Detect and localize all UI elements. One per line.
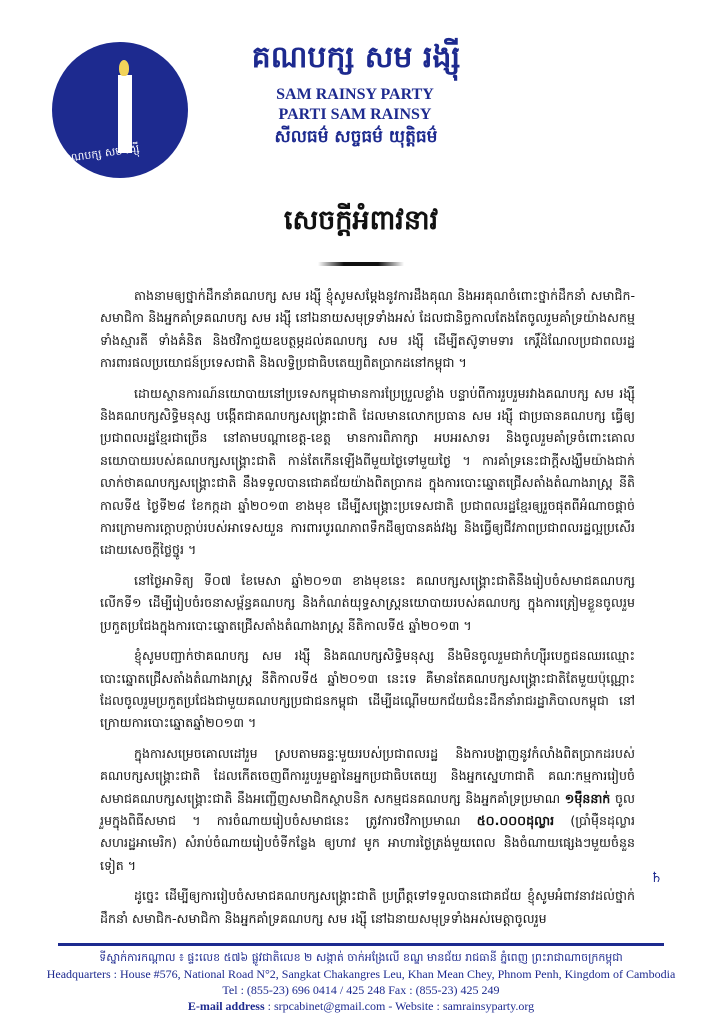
- budget-amount: ៥០.០០០ដុល្លារ: [476, 812, 555, 828]
- paragraph-3: នៅថ្ងៃអាទិត្យ ទី០៧ ខែមេសា ឆ្នាំ២០១៣ ខាងមុខនេះ គណបក្សសង្គ្រោះជាតិនឹងរៀបចំសមាជគណបក្សលើកទី១ ដើម្បីរៀបចំរចនាសម្ព័ន្ធគណបក្ស និងកំណត់យុទ្ធសាស្ត្រនយោបាយរបស់គណបក្ស ក្នុងការត្រៀមខ្លួនចូលរួមប្រកួតប្រជែងក្នុងការបោះឆ្នោតជ្រើសតាំងតំណាងរាស្ត្រ នីតិកាលទី៥ ឆ្នាំ២០១៣ ។: [100, 572, 635, 633]
- party-name-en: SAM RAINSY PARTY: [276, 86, 434, 103]
- paragraph-1: តាងនាមឲ្យថ្នាក់ដឹកនាំគណបក្ស សម រង្ស៊ី ខ្ញុំសូមសម្តែងនូវការដឹងគុណ និងអរគុណចំពោះថ្នាក់ដឹកនាំ សមាជិក-សមាជិកា និងអ្នកគាំទ្រគណបក្ស សម រង្ស៊ី នៅឯនាយសមុទ្រទាំងអស់ ដែលជានិច្ចកាលតែងតែចូលរួមគាំទ្រយ៉ាងសកម្ម ទាំងស្មារតី ទាំងគំនិត និងថវិកាជួយឧបត្ថម្ភដល់គណបក្ស សម រង្ស៊ី ដើម្បីតស៊ូទាមទារ កេរ្តិ៍ដំណែលប្រជាពលរដ្ឋ ការពារផលប្រយោជន៍ប្រទេសជាតិ និងលទ្ធិប្រជាធិបតេយ្យពិតប្រាកដនៅកម្ពុជា ។: [100, 288, 635, 371]
- footer-address-kh: ទីស្នាក់ការកណ្តាល ៖ ផ្ទះលេខ ៥៧៦ ផ្លូវជាតិលេខ ២ សង្កាត់ ចាក់អង្រែលើ ខណ្ឌ មានជ័យ រាជធានី ភ្នំពេញ ព្រះរាជាណាចក្រកម្ពុជា: [99, 951, 623, 964]
- website-link[interactable]: Website : samrainsyparty.org: [395, 999, 535, 1013]
- party-motto: សីលធម៌ សច្ចធម៌ យុត្តិធម៌: [274, 127, 438, 147]
- paragraph-5-start: ក្នុងការសម្រេចគោលដៅរួម ស្របតាមឆន្ទៈមួយរបស់ប្រជាពលរដ្ឋ និងការបង្ហាញនូវកំលាំងពិតប្រាកដរបស់គណបក្សសង្គ្រោះជាតិ ដែលកើតចេញពីការរួបរួមគ្នានៃអ្នកប្រជាធិបតេយ្យ និងអ្នកស្នេហាជាតិ គណៈកម្មការរៀបចំសមាជគណបក្សសង្គ្រោះជាតិ នឹងអញ្ជើញសមាជិកស្ថាបនិក សកម្មជនគណបក្ស និងអ្នកគាំទ្រប្រមាណ: [100, 745, 635, 806]
- email-link[interactable]: : srpcabinet@gmail.com: [267, 999, 386, 1013]
- paragraph-6: ដូច្នេះ ដើម្បីឲ្យការរៀបចំសមាជគណបក្សសង្គ្រោះជាតិ ប្រព្រឹត្តទៅទទួលបានជោគជ័យ ខ្ញុំសូមអំពាវនាវដល់ថ្នាក់ដឹកនាំ សមាជិក-សមាជិកា និងអ្នកគាំទ្រគណបក្ស សម រង្ស៊ី នៅឯនាយសមុទ្រទាំងអស់មេត្តាចូលរួម: [100, 888, 635, 926]
- party-name-fr: PARTI SAM RAINSY: [278, 106, 432, 123]
- footer-rule: [58, 943, 664, 946]
- paragraph-4: ខ្ញុំសូមបញ្ជាក់ថាគណបក្ស សម រង្ស៊ី និងគណបក្សសិទ្ធិមនុស្ស នឹងមិនចូលរួមជាកំហ្ស៊ីរបេក្ខជនឈរឈ្មោះបោះឆ្នោតជ្រើសតាំងតំណាងរាស្ត្រ នីតិកាលទី៥ ឆ្នាំ២០១៣ នេះទេ គឺមានតែគណបក្សសង្គ្រោះជាតិតែមួយប៉ុណ្ណោះ ដែលចូលរួមប្រកួតប្រជែងជាមួយគណបក្សប្រជាជនកម្ពុជា ដើម្បីដណ្តើមយកជ័យជំនះដឹកនាំរាជរដ្ឋាភិបាលកម្ពុជា នៅក្រោយការបោះឆ្នោតឆ្នាំ២០១៣ ។: [100, 648, 635, 731]
- paragraph-5: [100, 743, 635, 877]
- footer-contact: E-mail address : srpcabinet@gmail.com - Website : samrainsyparty.org: [187, 999, 535, 1013]
- paragraph-5-mid: ចូលរួមក្នុងពិធីសមាជ ។ ការចំណាយរៀបចំសមាជនេះ ត្រូវការថវិកាប្រមាណ: [100, 790, 635, 828]
- flame-icon: [119, 60, 129, 76]
- attendee-count: ១មុឺននាក់: [564, 790, 611, 806]
- party-name-kh: គណបក្ស សម រង្ស៊ី: [251, 40, 461, 75]
- paragraph-2: ដោយស្ថានការណ៍នយោបាយនៅប្រទេសកម្ពុជាមានការប្រែប្រួលខ្លាំង បន្ទាប់ពីការរួបរួមរវាងគណបក្ស សម រង្ស៊ី និងគណបក្សសិទ្ធិមនុស្ស បង្កើតជាគណបក្សសង្គ្រោះជាតិ ដែលមានលោកប្រធាន សម រង្ស៊ី ជាប្រធានគណបក្ស ធ្វើឲ្យប្រជាពលរដ្ឋខ្មែរជាច្រើន នៅតាមបណ្តាខេត្ត-ខេត្ត មានការពិភាក្សា អបអរសាទរ និងចូលរួមគាំទ្រចំពោះគោលនយោបាយរបស់គណបក្សសង្គ្រោះជាតិ កាន់តែកើនឡើងពីមួយថ្ងៃទៅមួយថ្ងៃ ។ ការគាំទ្រនេះជាក្តីសង្ឃឹមយ៉ាងជាក់លាក់ថាគណបក្សសង្គ្រោះជាតិ នឹងទទួលបានជោគជ័យយ៉ាងពិតប្រាកដ ក្នុងការបោះឆ្នោតជ្រើសតាំងតំណាងរាស្ត្រ នីតិកាលទី៥ ថ្ងៃទី២៨ ខែកក្កដា ឆ្នាំ២០១៣ ខាងមុខ ដើម្បីសង្គ្រោះប្រទេសជាតិ ប្រជាពលរដ្ឋខ្មែរឲ្យរួចផុតពីអំណាចផ្តាច់ការក្រោមការក្តោបក្តាប់របស់អាទេសយួន ការពារបូរណភាពទឹកដីឲ្យបានគង់វង្ស និងធ្វើឲ្យជីវភាពប្រជាពលរដ្ឋល្អប្រសើរដោយសេចក្តីថ្លៃថ្នូរ ។: [100, 385, 635, 558]
- candle-icon: [118, 75, 132, 153]
- handwritten-initials: ♄: [650, 870, 663, 886]
- document-body: [100, 285, 635, 938]
- footer-tel-fax: Tel : (855-23) 696 0414 / 425 248 Fax : (855-23) 425 249: [222, 983, 500, 997]
- document-title: សេចក្តីអំពាវនាវ: [283, 205, 439, 236]
- title-ornament: [318, 262, 404, 266]
- paragraph-5-end: (ប្រាំមុឺនដុល្លារសហរដ្ឋអាមេរិក) សំរាប់ចំណាយរៀបចំទីកន្លែង ឲ្យហាវ មូក អាហារថ្ងៃត្រង់មួយពេល និងចំណាយផ្សេងៗមួយចំនួនទៀត ។: [100, 812, 635, 873]
- logo-text: គណបក្ស សម រង្ស៊ី: [63, 141, 141, 166]
- footer-address-en: Headquarters : House #576, National Road N°2, Sangkat Chakangres Leu, Khan Mean Chey, Phnom Penh, Kingdom of Cambodia: [46, 967, 676, 981]
- email-label: E-mail address: [187, 999, 265, 1013]
